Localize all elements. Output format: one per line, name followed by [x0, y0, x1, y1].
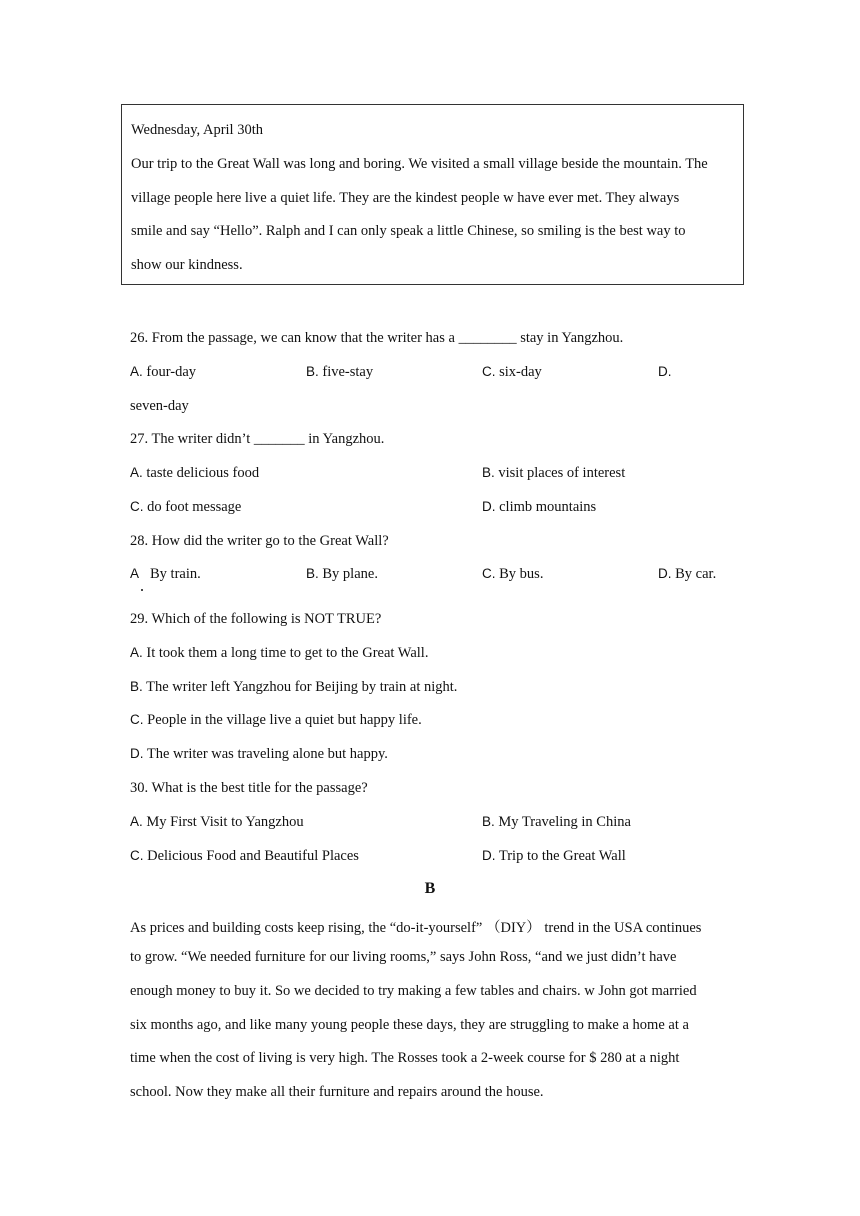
option-text: Delicious Food and Beautiful Places: [143, 848, 359, 864]
option-letter: D.: [658, 364, 672, 379]
diary-box: [121, 104, 744, 285]
q30-option-a: [130, 814, 304, 831]
option-text: By bus.: [495, 566, 544, 582]
option-text: four-day: [142, 364, 197, 380]
option-text: My Traveling in China: [494, 814, 631, 830]
option-text: My First Visit to Yangzhou: [142, 814, 304, 830]
option-text: do foot message: [143, 499, 242, 515]
option-letter: C.: [482, 364, 496, 379]
option-letter: D.: [482, 848, 496, 863]
diary-line-2: village people here live a quiet life. They are the kindest people w have ever met. They always: [131, 190, 680, 206]
option-letter: B.: [306, 364, 319, 379]
option-letter: B.: [306, 566, 319, 581]
q27-stem: 27. The writer didn’t _______ in Yangzhou.: [130, 431, 385, 447]
q29-option-a: [130, 645, 428, 662]
option-text: six-day: [495, 364, 542, 380]
passage-line-3: enough money to buy it. So we decided to try making a few tables and chairs. w John got married: [130, 983, 697, 999]
option-letter: C.: [130, 499, 144, 514]
passage-line-6: school. Now they make all their furniture and repairs around the house.: [130, 1084, 544, 1100]
option-text: The writer was traveling alone but happy.: [143, 746, 388, 762]
option-text: five-stay: [318, 364, 374, 380]
passage-line-2: to grow. “We needed furniture for our living rooms,” says John Ross, “and we just didn’t have: [130, 949, 677, 965]
q30-stem: 30. What is the best title for the passage?: [130, 780, 368, 796]
option-letter: D.: [658, 566, 672, 581]
diary-date: Wednesday, April 30th: [131, 122, 263, 138]
passage-line-1: As prices and building costs keep rising, the “do-it-yourself” （DIY） trend in the USA continues: [130, 920, 702, 936]
q28-option-d: [658, 566, 716, 583]
stray-dot: [141, 589, 143, 591]
q30-option-c: [130, 848, 359, 865]
option-text: By train.: [150, 566, 201, 582]
q28-option-a: [130, 566, 201, 583]
option-text: The writer left Yangzhou for Beijing by train at night.: [142, 679, 458, 695]
option-text: It took them a long time to get to the Great Wall.: [142, 645, 429, 661]
option-letter: B.: [130, 679, 143, 694]
option-text: By plane.: [318, 566, 378, 582]
q27-option-a: [130, 465, 259, 482]
passage-line-5: time when the cost of living is very high. The Rosses took a 2-week course for $ 280 at a night: [130, 1050, 680, 1066]
q28-option-b: [306, 566, 378, 583]
option-letter: A.: [130, 364, 143, 379]
option-letter: A: [130, 566, 140, 581]
q30-option-d: [482, 848, 626, 865]
q29-stem: 29. Which of the following is NOT TRUE?: [130, 611, 382, 627]
q27-option-d: [482, 499, 596, 516]
diary-line-1: Our trip to the Great Wall was long and boring. We visited a small village beside the mountain. The: [131, 156, 708, 172]
option-letter: A.: [130, 645, 143, 660]
q26-option-c: [482, 364, 542, 381]
q29-option-d: [130, 746, 388, 763]
option-letter: A.: [130, 814, 143, 829]
option-letter: D.: [482, 499, 496, 514]
option-letter: A.: [130, 465, 143, 480]
diary-line-4: show our kindness.: [131, 257, 243, 273]
q30-option-b: [482, 814, 631, 831]
option-letter: B.: [482, 465, 495, 480]
q28-stem: 28. How did the writer go to the Great Wall?: [130, 533, 389, 549]
option-text: People in the village live a quiet but happy life.: [143, 712, 422, 728]
option-letter: D.: [130, 746, 144, 761]
passage-line-4: six months ago, and like many young people these days, they are struggling to make a home at a: [130, 1017, 689, 1033]
q27-option-c: [130, 499, 241, 516]
q26-option-b: [306, 364, 373, 381]
q29-option-c: [130, 712, 422, 729]
option-text: By car.: [671, 566, 717, 582]
q28-option-c: [482, 566, 543, 583]
q26-option-a: [130, 364, 196, 381]
q26-option-d-text: seven-day: [130, 398, 189, 414]
option-text: visit places of interest: [494, 465, 626, 481]
section-heading: B: [424, 880, 436, 897]
option-letter: C.: [482, 566, 496, 581]
option-text: taste delicious food: [142, 465, 260, 481]
q29-option-b: [130, 679, 457, 696]
option-letter: C.: [130, 848, 144, 863]
q27-option-b: [482, 465, 625, 482]
q26-option-d-letter: [658, 364, 672, 381]
q26-stem: 26. From the passage, we can know that the writer has a ________ stay in Yangzhou.: [130, 330, 624, 346]
option-text: Trip to the Great Wall: [495, 848, 626, 864]
option-letter: B.: [482, 814, 495, 829]
option-letter: C.: [130, 712, 144, 727]
option-text: climb mountains: [495, 499, 597, 515]
diary-line-3: smile and say “Hello”. Ralph and I can only speak a little Chinese, so smiling is the best way to: [131, 223, 686, 239]
